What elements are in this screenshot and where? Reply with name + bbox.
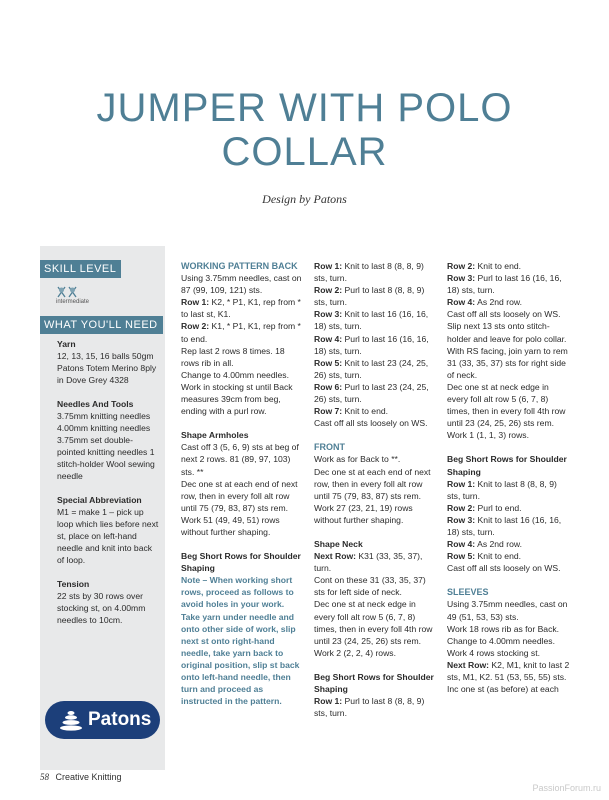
skill-level-heading: SKILL LEVEL <box>40 260 121 278</box>
back-heading: WORKING PATTERN BACK <box>181 261 298 271</box>
row-text: Purl to last 8 (8, 8, 9) sts, turn. <box>314 285 425 308</box>
tension-heading: Tension <box>57 579 90 589</box>
paragraph: Cast off all sts loosely on WS. <box>447 563 561 574</box>
row-instruction <box>314 381 436 405</box>
row-instruction <box>314 284 436 308</box>
row-label: Row 2: <box>447 261 476 271</box>
row-text: Knit to last 16 (16, 16, 18) sts, turn. <box>314 309 429 332</box>
row-text: K2, M1, knit to last 2 sts, M1, K2. 51 (53, 55, 55) sts. <box>447 659 570 682</box>
paragraph: Work 18 rows rib as for Back. Change to 4.00mm needles. Work 4 rows stocking st. <box>447 623 560 658</box>
sleeves-heading: SLEEVES <box>447 587 489 598</box>
subheading: Shape Neck <box>314 538 363 549</box>
row-instruction <box>447 502 571 514</box>
paragraph: Using 3.75mm needles, cast on 49 (51, 53, 53) sts. <box>447 599 568 622</box>
row-label: Row 2: <box>314 285 343 296</box>
paragraph: Cont on these 31 (33, 35, 37) sts for left side of neck. <box>314 575 426 598</box>
skill-level-value: intermediate <box>56 299 90 305</box>
yarn-heading: Yarn <box>57 339 76 349</box>
row-label: Row 5: <box>447 551 476 562</box>
subheading: Shape Armholes <box>181 430 249 441</box>
row-text: Knit to end. <box>475 261 522 271</box>
row-text: Knit to last 8 (8, 8, 9) sts, turn. <box>314 261 424 284</box>
subheading: Beg Short Rows for Shoulder Shaping <box>181 551 301 574</box>
row-text: K1, * P1, K1, rep from * to end. <box>181 321 301 344</box>
row-text: As 2nd row. <box>475 539 522 550</box>
row-instruction <box>314 695 436 719</box>
subheading: Beg Short Rows for Shoulder Shaping <box>447 454 567 477</box>
row-text: Knit to last 16 (16, 16, 18) sts, turn. <box>447 514 562 537</box>
abbreviation-text: M1 = make 1 – pick up loop which lies before next st, place on left-hand needle and knit into back of loop. <box>57 507 159 565</box>
page-number: 58 <box>40 772 49 782</box>
page-title: JUMPER WITH POLO COLLAR <box>96 86 513 174</box>
row-text: Knit to end. <box>342 406 389 417</box>
row-instruction <box>447 538 571 550</box>
row-instruction <box>447 514 571 538</box>
paragraph: Work 51 (49, 49, 51) rows without further shaping. <box>181 514 280 537</box>
patons-logo <box>45 701 160 739</box>
note: Note – When working short rows, proceed as follows to avoid holes in your work. Take yarn under needle and onto other side of work, slip next st onto right-hand needle, take yarn back to original position, slip st back onto left-hand needle, then turn and proceed as instructed in the pattern. <box>181 575 300 707</box>
logo-text: Patons <box>88 709 152 730</box>
paragraph: Dec one st at neck edge in every foll alt row 5 (6, 7, 8) times, then in every foll 4th row until 23 (24, 25, 26) sts rem. <box>447 381 566 429</box>
page-footer <box>40 772 122 782</box>
row-text: Purl to last 16 (16, 16, 18) sts, turn. <box>314 333 429 356</box>
needles-text: 3.75mm knitting needles 4.00mm knitting needles 3.75mm set double-pointed knitting needles 1 stitch-holder Wool sewing needle <box>57 411 155 481</box>
row-label: Next Row: <box>314 551 357 562</box>
row-text: Knit to last 23 (24, 25, 26) sts, turn. <box>314 357 429 380</box>
row-instruction <box>447 478 571 502</box>
watermark: PassionForum.ru <box>532 783 601 793</box>
front-heading: FRONT <box>314 442 345 453</box>
yarn-stack-icon <box>58 707 84 733</box>
row-text: Purl to last 23 (24, 25, 26) sts, turn. <box>314 381 429 405</box>
row-text: Knit to end. <box>475 551 522 562</box>
row-label: Row 3: <box>447 514 476 525</box>
row-instruction <box>181 296 303 320</box>
paragraph: Dec one st at each end of next row, then in every foll alt row until 75 (79, 83, 87) sts rem. Work 27 (23, 21, 19) rows without further shaping. <box>314 466 431 525</box>
paragraph: Using 3.75mm needles, cast on 87 (99, 109, 121) sts. <box>181 273 302 296</box>
materials-heading: WHAT YOU'LL NEED <box>40 316 163 334</box>
materials-list <box>57 338 161 638</box>
row-instruction <box>314 550 436 574</box>
paragraph: Inc one st (as before) at each <box>447 684 559 695</box>
paragraph: Work as for Back to **. <box>314 454 401 465</box>
paragraph: Rep last 2 rows 8 times. 18 rows rib in all. <box>181 345 285 368</box>
paragraph: Cast off all sts loosely on WS. Slip next 13 sts onto stitch-holder and leave for polo collar. <box>447 309 567 344</box>
paragraph: Cast off 3 (5, 6, 9) sts at beg of next 2 rows. 81 (89, 97, 103) sts. ** <box>181 442 299 477</box>
magazine-name: Creative Knitting <box>55 772 122 782</box>
row-text: Purl to last 16 (16, 16, 18) sts, turn. <box>447 273 562 296</box>
row-instruction <box>314 333 436 357</box>
row-label: Row 4: <box>447 297 476 308</box>
row-label: Row 1: <box>314 261 343 271</box>
row-instruction <box>447 659 571 683</box>
pattern-column-2 <box>314 260 436 719</box>
row-instruction <box>447 550 571 562</box>
row-label: Row 3: <box>447 273 476 284</box>
row-text: Purl to last 8 (8, 8, 9) sts, turn. <box>314 696 425 719</box>
row-label: Row 1: <box>447 478 476 489</box>
paragraph: With RS facing, join yarn to rem 31 (33, 35, 37) sts for right side of neck. <box>447 345 568 380</box>
row-label: Row 1: <box>181 297 210 308</box>
row-instruction <box>314 405 436 417</box>
row-text: Purl to end. <box>475 502 522 513</box>
row-label: Row 6: <box>314 381 343 392</box>
row-instruction <box>181 320 303 344</box>
row-text: K2, * P1, K1, rep from * to last st, K1. <box>181 297 301 320</box>
row-label: Next Row: <box>447 659 490 670</box>
row-instruction <box>447 260 571 272</box>
paragraph: Dec one st at each end of next row, then in every foll alt row until 75 (79, 83, 87) sts rem. <box>181 478 298 513</box>
row-label: Row 7: <box>314 406 343 417</box>
row-instruction <box>314 260 436 284</box>
subheading: Beg Short Rows for Shoulder Shaping <box>314 671 434 694</box>
designer-byline: Design by Patons <box>262 192 347 206</box>
row-text: As 2nd row. <box>475 297 522 308</box>
paragraph: Cast off all sts loosely on WS. <box>314 418 428 429</box>
yarn-text: 12, 13, 15, 16 balls 50gm Patons Totem Merino 8ply in Dove Grey 4328 <box>57 351 157 385</box>
row-label: Row 3: <box>314 309 343 320</box>
paragraph: Dec one st at neck edge in every foll alt row 5 (6, 7, 8) times, then in every foll 4th row until 23 (24, 25, 26) sts rem. Work 2 (2, 2, 4) rows. <box>314 599 433 658</box>
row-label: Row 5: <box>314 357 343 368</box>
abbreviation-heading: Special Abbreviation <box>57 495 142 505</box>
row-label: Row 1: <box>314 696 343 707</box>
row-text: K31 (33, 35, 37), turn. <box>314 551 423 574</box>
row-label: Row 2: <box>181 321 210 332</box>
pattern-column-3 <box>447 260 571 695</box>
row-label: Row 4: <box>447 539 476 550</box>
row-instruction <box>447 296 571 308</box>
pattern-column-1 <box>181 260 303 707</box>
paragraph: Change to 4.00mm needles. Work in stocking st until Back measures 39cm from beg, ending with a purl row. <box>181 369 293 417</box>
row-instruction <box>314 357 436 381</box>
row-text: Knit to last 8 (8, 8, 9) sts, turn. <box>447 478 557 501</box>
knitting-needles-icon <box>56 284 96 298</box>
row-label: Row 2: <box>447 502 476 513</box>
tension-text: 22 sts by 30 rows over stocking st, on 4.00mm needles to 10cm. <box>57 591 146 625</box>
row-label: Row 4: <box>314 333 343 344</box>
row-instruction <box>447 272 571 296</box>
paragraph: Work 1 (1, 1, 3) rows. <box>447 430 529 441</box>
row-instruction <box>314 308 436 332</box>
needles-heading: Needles And Tools <box>57 399 134 409</box>
